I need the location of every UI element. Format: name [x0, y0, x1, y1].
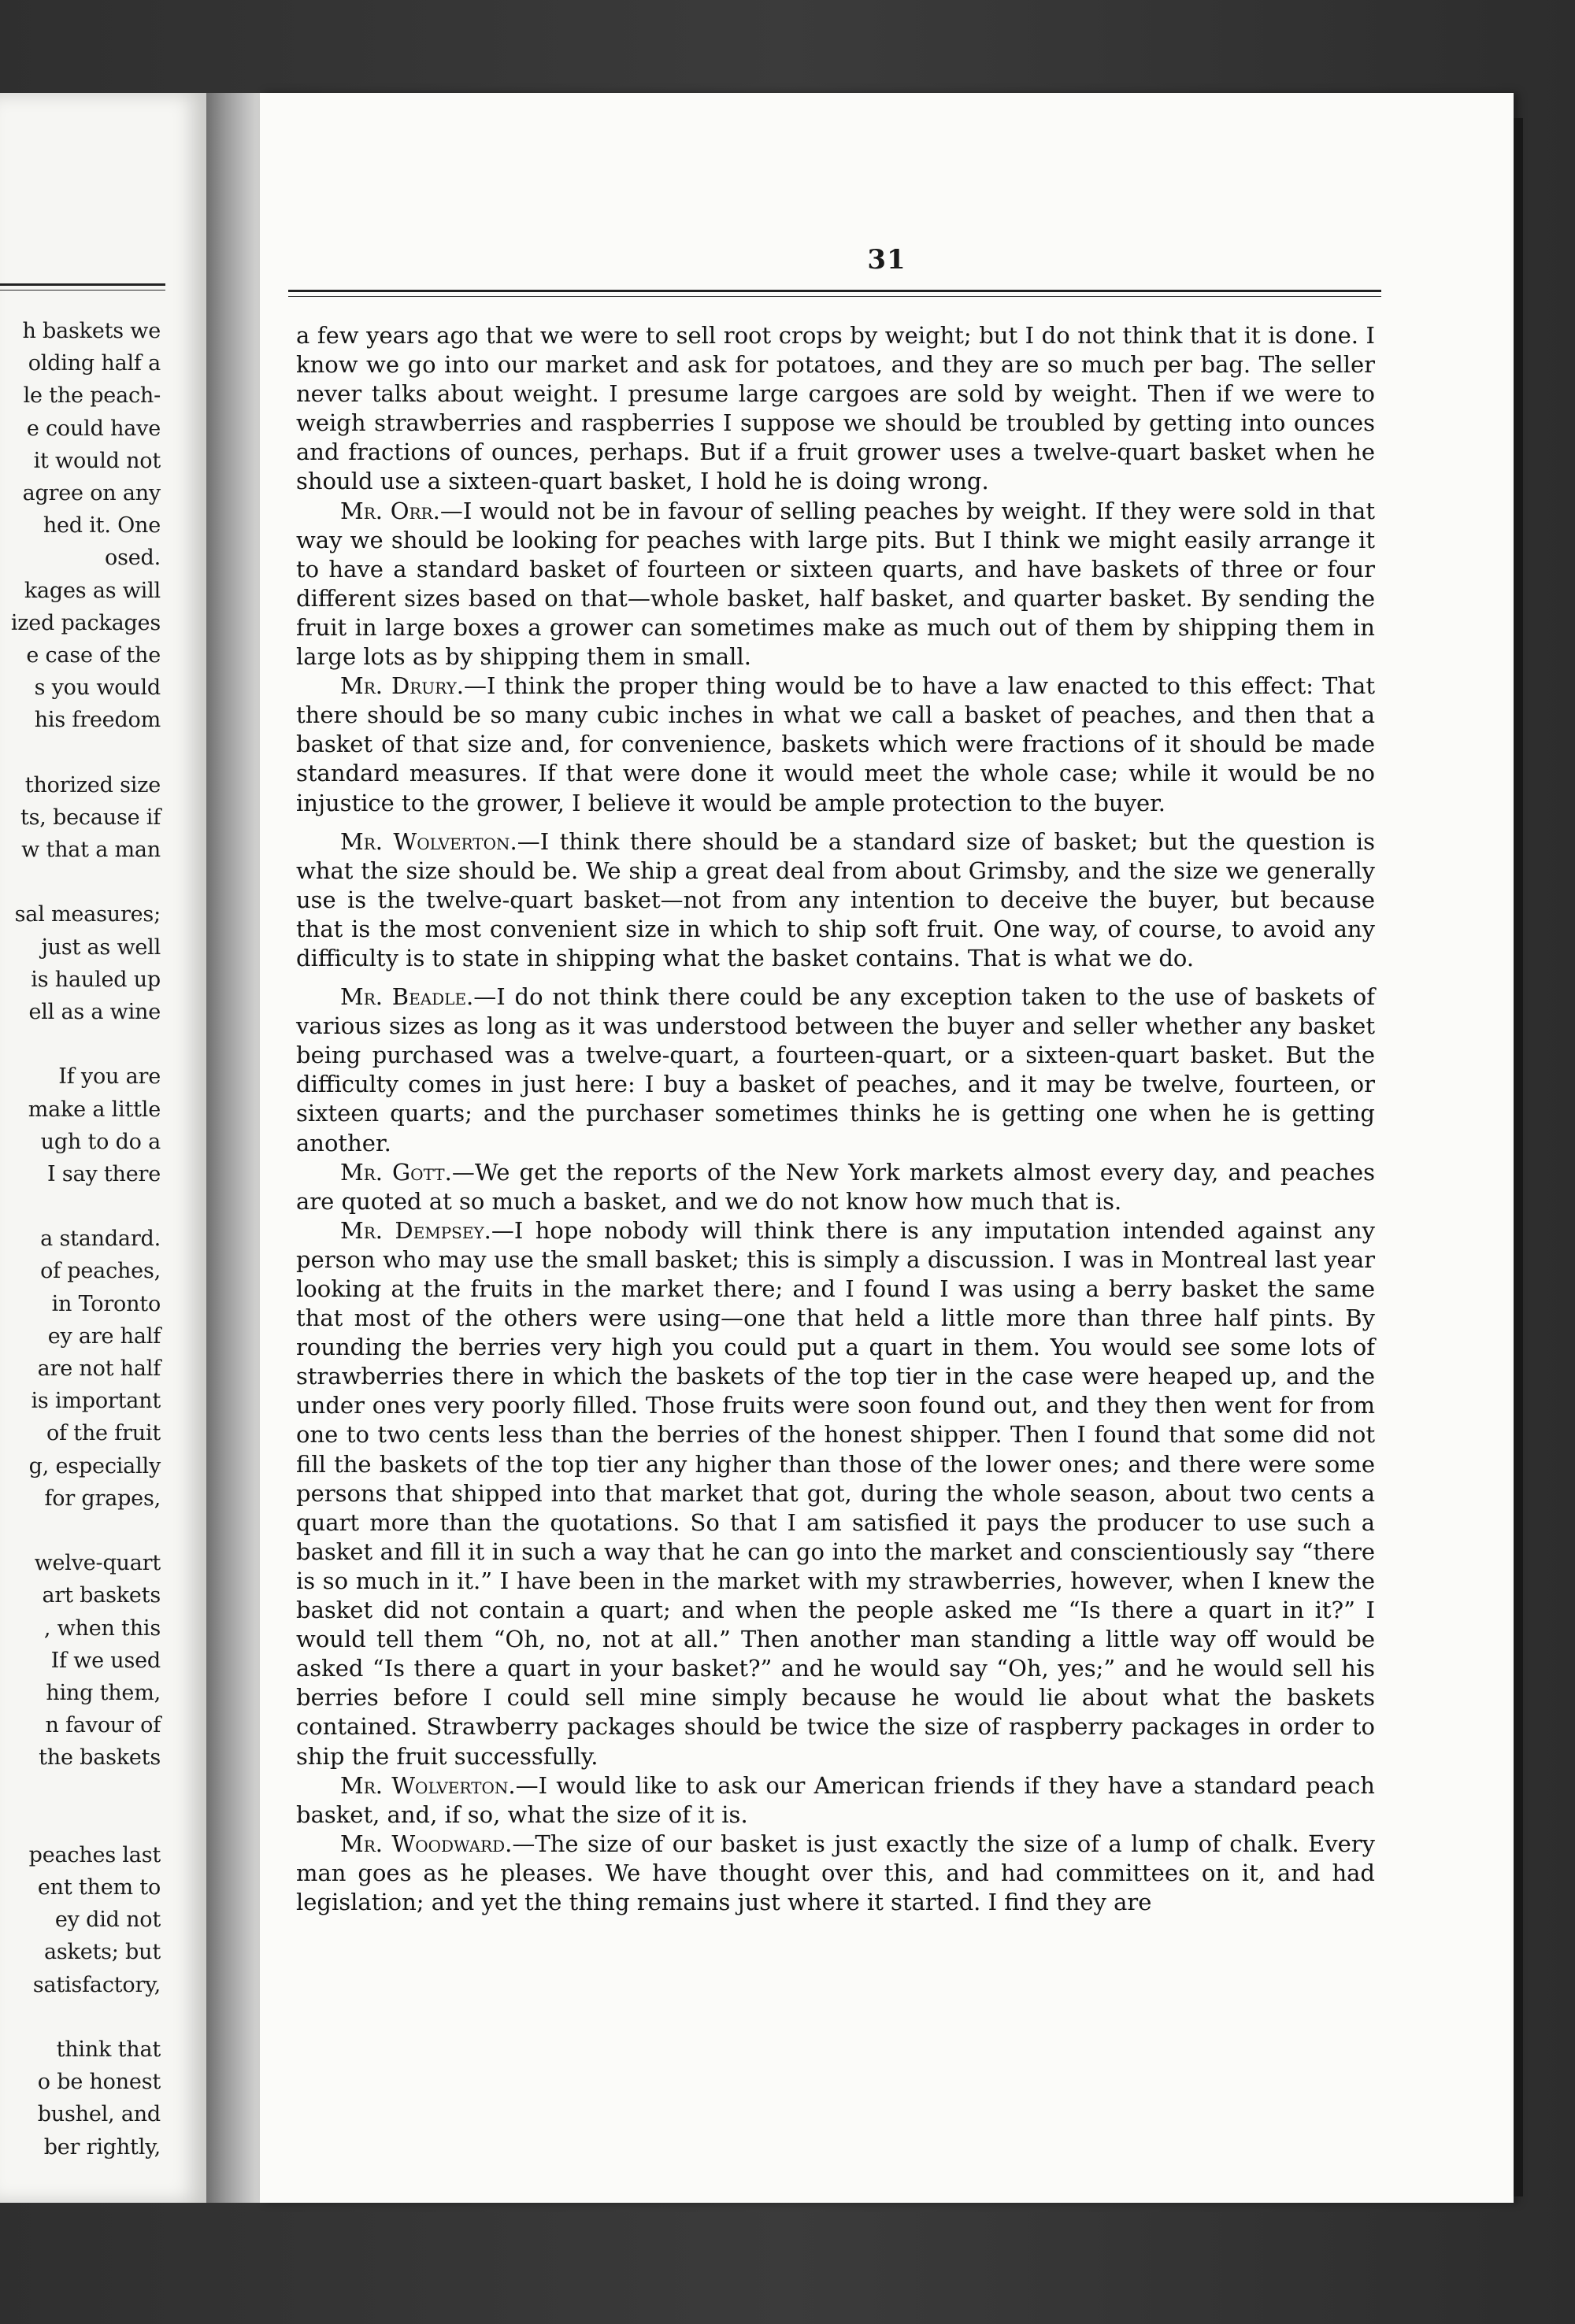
header-rule-thin — [288, 296, 1381, 297]
left-page-line — [0, 1807, 161, 1839]
left-page-line: sal measures; — [14, 902, 161, 927]
left-page-line — [0, 1190, 161, 1223]
left-page-text-fragments — [0, 315, 161, 2163]
left-page-line: e could have — [26, 416, 161, 441]
left-page-line: bushel, and — [37, 2102, 161, 2127]
left-page-line: of peaches, — [40, 1259, 161, 1284]
speaker-name: Mr. Wolverton. — [340, 827, 517, 855]
left-page-line: w that a man — [21, 838, 161, 862]
left-page-line: s you would — [34, 675, 161, 701]
left-page-line: e case of the — [26, 642, 161, 668]
left-page-line: for grapes, — [44, 1486, 161, 1511]
paragraph — [296, 1771, 1375, 1830]
left-page-line: ugh to do a — [40, 1129, 161, 1154]
left-page-line: hed it. One — [43, 513, 161, 538]
paragraph — [296, 497, 1375, 672]
left-page-line: thorized size — [24, 772, 161, 797]
left-page-line — [0, 1028, 161, 1060]
paragraph-text: —I hope nobody will think there is any imputation intended against any person who may use the small basket; this is simply a discussion. I was in Montreal last year looking at the fruits in the market there; and I found I was using a berry basket the same that most of the others were using—one that held a little more than three half pints. By rounding the berries very high you could put a quart in them. You would see some lots of strawberries there in which the baskets of the top tier in the case were heaped up, and the under ones very poorly filled. Those fruits were soon found out, and they then went for from one to two cents less than the berries of the honest shipper. Then I found that some did not fill the baskets of the top tier any higher than those of the lower ones; and there were some persons that shipped into that market that got, during the whole season, about two cents a quart more than the quotations. So that I am satisfied it pays the producer to use such a basket and fill it in such a way that he can go into the market and conscientiously say “there is so much in it.” I have been in the market with my strawberries, however, when I knew the basket did not contain a quart; and when the people asked me “Is there a quart in it?” I would tell them “Oh, no, not at all.” Then another man standing a little way off would be asked “Is there a quart in your basket?” and he would say “Oh, yes;” and he would sell his berries before I could sell mine simply because he would lie about what the baskets contained. Strawberry packages should be twice the size of raspberry packages in order to ship the fruit successfully. — [296, 1216, 1375, 1770]
paragraph-text: —I would not be in favour of selling peaches by weight. If they were sold in that way we should be looking for peaches with large pits. But I think we might easily arrange it to have a standard basket of fourteen or sixteen quarts, and have baskets of three or four different sizes based on that—whole basket, half basket, and quarter basket. By sending the fruit in large boxes a grower can sometimes make as much out of them by shipping them in large lots as by shipping them in small. — [296, 497, 1375, 671]
paragraph-text: —I would like to ask our American friends if they have a standard peach basket, and, if so, what the size of it is. — [296, 1771, 1375, 1828]
left-page-line: are not half — [37, 1356, 161, 1381]
speaker-name: Mr. Drury. — [340, 672, 465, 700]
speaker-name: Mr. Orr. — [340, 497, 440, 524]
left-page-line: ber rightly, — [43, 2134, 161, 2159]
left-facing-page — [0, 93, 206, 2203]
speaker-name: Mr. Gott. — [340, 1158, 452, 1186]
left-page-line: is hauled up — [31, 967, 161, 992]
header-rule-thick — [288, 290, 1381, 292]
left-page-line: welve-quart — [34, 1551, 161, 1576]
paragraph — [296, 1830, 1375, 1917]
left-page-line: in Toronto — [51, 1291, 161, 1316]
left-page-line: make a little — [28, 1097, 161, 1122]
speaker-name: Mr. Wolverton. — [340, 1771, 516, 1799]
paragraph — [296, 1216, 1375, 1771]
left-page-line — [0, 1774, 161, 1806]
paragraph-text: —The size of our basket is just exactly the size of a lump of chalk. Every man goes as he pleases. We have thought over this, and had committees on it, and had legislation; and yet the thing remains just where it started. I find they are — [296, 1830, 1375, 1915]
paragraph-text: —I think there should be a standard size of basket; but the question is what the size should be. We ship a great deal from about Grimsby, and the size we generally use is the twelve-quart basket—not from any intention to deceive the buyer, but because that is the most convenient size in which to ship soft fruit. One way, of course, to avoid any difficulty is to state in shipping what the basket contains. That is what we do. — [296, 827, 1375, 971]
paragraph-text: —We get the reports of the New York markets almost every day, and peaches are quoted at so much a basket, and we do not know how much that is. — [296, 1158, 1375, 1215]
left-page-line: ts, because if — [20, 805, 161, 830]
left-page-line: the baskets — [39, 1745, 161, 1771]
left-page-line: ell as a wine — [28, 999, 161, 1024]
left-page-line: of the fruit — [46, 1421, 161, 1446]
left-page-line: olding half a — [28, 351, 161, 376]
left-page-line: just as well — [41, 934, 161, 960]
page-edge-shadow — [1514, 118, 1523, 2196]
right-page — [260, 93, 1514, 2203]
left-page-line — [0, 736, 161, 768]
left-page-line — [0, 866, 161, 898]
left-page-line: g, especially — [28, 1453, 161, 1478]
left-page-line: If you are — [58, 1064, 161, 1090]
paragraph-text: —I think the proper thing would be to have a law enacted to this effect: That there should be so many cubic inches in what we call a basket of peaches, and then that a basket of that size and, for convenience, baskets which were fractions of it should be made standard measures. If that were done it would meet the whole case; while it would be no injustice to the grower, I believe it would be ample protection to the buyer. — [296, 672, 1376, 816]
paragraph — [296, 827, 1375, 973]
speaker-name: Mr. Beadle. — [340, 983, 474, 1011]
left-page-line: le the peach- — [23, 383, 161, 409]
speaker-name: Mr. Woodward. — [340, 1830, 513, 1857]
left-page-line: osed. — [105, 546, 161, 571]
left-page-line: If we used — [50, 1648, 161, 1673]
left-page-line: it would not — [33, 448, 161, 473]
left-page-line: is important — [31, 1389, 161, 1414]
left-page-line: ey are half — [47, 1323, 161, 1349]
left-page-line: hing them, — [46, 1680, 161, 1705]
book-gutter — [206, 93, 261, 2203]
paragraph — [296, 672, 1375, 817]
left-page-line: , when this — [43, 1615, 161, 1641]
left-page-line: a standard. — [40, 1227, 161, 1252]
left-page-line: art baskets — [42, 1583, 161, 1608]
left-page-line: n favour of — [45, 1713, 161, 1738]
left-page-line — [0, 2001, 161, 2034]
paragraph-text: a few years ago that we were to sell root crops by weight; but I do not think that it is done. I know we go into our market and ask for potatoes, and they are so much per bag. The seller never talks about weight. I presume large cargoes are sold by weight. Then if we were to weigh strawberries and raspberries I suppose we should be troubled by getting into ounces and fractions of ounces, perhaps. But if a fruit grower uses a twelve-quart basket when he should use a sixteen-quart basket, I hold he is doing wrong. — [296, 322, 1375, 495]
paragraph — [296, 1158, 1375, 1216]
page-body-text — [296, 321, 1375, 1917]
paragraph-text: —I do not think there could be any exception taken to the use of baskets of various sizes as long as it was understood between the buyer and seller whether any basket being purchased was a twelve-quart, a fourteen-quart, or a sixteen-quart basket. But the difficulty comes in just here: I buy a basket of peaches, and it may be twelve, fourteen, or sixteen quarts; and the purchaser sometimes thinks he is getting one when he is getting another. — [296, 983, 1375, 1156]
left-page-line: kages as will — [24, 578, 161, 603]
left-page-line: ized packages — [10, 610, 161, 635]
left-page-line: ey did not — [54, 1908, 161, 1933]
left-page-line: h baskets we — [22, 319, 161, 343]
left-page-line: o be honest — [37, 2070, 161, 2095]
paragraph — [296, 321, 1375, 497]
paragraph — [296, 983, 1375, 1158]
left-page-line: his freedom — [34, 708, 161, 733]
left-page-line: peaches last — [28, 1842, 161, 1867]
left-page-line: agree on any — [22, 480, 161, 505]
left-page-line: ent them to — [37, 1875, 161, 1900]
left-page-line: I say there — [47, 1161, 161, 1186]
page-number: 31 — [867, 244, 906, 276]
left-page-line: think that — [56, 2037, 161, 2062]
left-page-line — [0, 1515, 161, 1547]
left-page-line: askets; but — [43, 1940, 161, 1965]
speaker-name: Mr. Dempsey. — [340, 1216, 491, 1244]
left-page-line: satisfactory, — [32, 1972, 161, 1997]
left-page-header-rule — [0, 283, 165, 286]
